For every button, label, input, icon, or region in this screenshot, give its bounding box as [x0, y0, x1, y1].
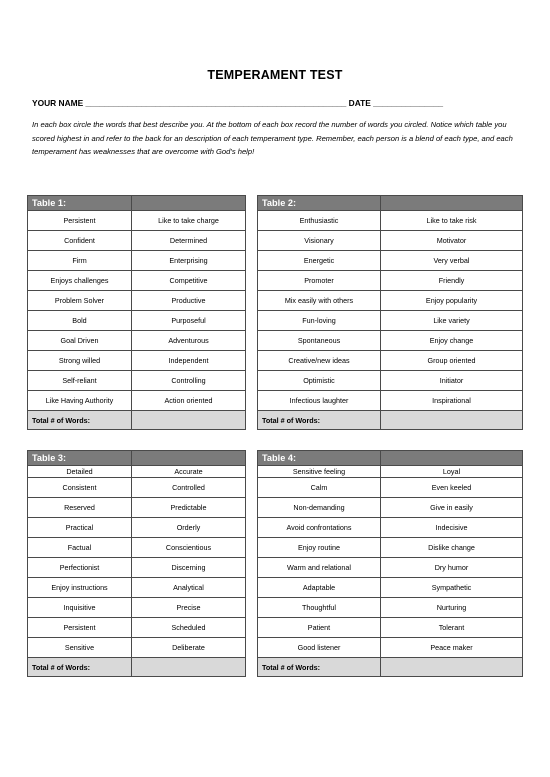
word-cell[interactable]: Thoughtful — [258, 598, 381, 618]
word-cell[interactable]: Inquisitive — [28, 598, 132, 618]
table-row — [258, 578, 523, 598]
word-cell[interactable]: Independent — [132, 351, 246, 371]
table-row — [28, 371, 246, 391]
table-title: Table 1: — [28, 196, 132, 211]
table-row — [28, 558, 246, 578]
table-row — [258, 518, 523, 538]
word-cell[interactable]: Enjoy popularity — [381, 291, 523, 311]
word-cell[interactable]: Initiator — [381, 371, 523, 391]
table-row — [28, 578, 246, 598]
table-row — [258, 498, 523, 518]
table-header — [28, 196, 246, 211]
table-row — [258, 271, 523, 291]
table-title: Table 2: — [258, 196, 381, 211]
table-row — [258, 311, 523, 331]
word-cell[interactable]: Non-demanding — [258, 498, 381, 518]
table-row — [258, 231, 523, 251]
word-cell[interactable]: Patient — [258, 618, 381, 638]
word-cell[interactable]: Scheduled — [132, 618, 246, 638]
table-row — [258, 618, 523, 638]
table-row — [28, 391, 246, 411]
total-label: Total # of Words: — [258, 411, 381, 430]
word-cell[interactable]: Competitive — [132, 271, 246, 291]
table-row — [28, 331, 246, 351]
name-date-line[interactable]: YOUR NAME ________________________________________________________ DATE _______________ — [32, 98, 444, 108]
table-header — [258, 196, 523, 211]
table-row — [258, 538, 523, 558]
word-cell[interactable]: Deliberate — [132, 638, 246, 658]
word-cell[interactable]: Predictable — [132, 498, 246, 518]
word-cell[interactable]: Detailed — [28, 466, 132, 478]
temperament-table-3 — [27, 450, 246, 677]
word-cell[interactable]: Orderly — [132, 518, 246, 538]
word-cell[interactable]: Firm — [28, 251, 132, 271]
word-cell[interactable]: Motivator — [381, 231, 523, 251]
word-cell[interactable]: Adventurous — [132, 331, 246, 351]
word-cell[interactable]: Self-reliant — [28, 371, 132, 391]
word-cell[interactable]: Visionary — [258, 231, 381, 251]
word-cell[interactable]: Like to take charge — [132, 211, 246, 231]
table-row — [28, 598, 246, 618]
total-label: Total # of Words: — [28, 411, 132, 430]
word-cell[interactable]: Controlled — [132, 478, 246, 498]
word-cell[interactable]: Enjoy change — [381, 331, 523, 351]
word-cell[interactable]: Sensitive feeling — [258, 466, 381, 478]
total-input-cell[interactable] — [381, 658, 523, 677]
word-cell[interactable]: Mix easily with others — [258, 291, 381, 311]
word-cell[interactable]: Energetic — [258, 251, 381, 271]
table-row — [258, 598, 523, 618]
word-cell[interactable]: Dislike change — [381, 538, 523, 558]
word-cell[interactable]: Persistent — [28, 211, 132, 231]
table-row — [258, 251, 523, 271]
word-cell[interactable]: Creative/new ideas — [258, 351, 381, 371]
table-row — [258, 478, 523, 498]
word-cell[interactable]: Precise — [132, 598, 246, 618]
temperament-table-2 — [257, 195, 523, 430]
total-label: Total # of Words: — [28, 658, 132, 677]
word-cell[interactable]: Bold — [28, 311, 132, 331]
page-title: TEMPERAMENT TEST — [207, 68, 343, 82]
table-row — [28, 638, 246, 658]
word-cell[interactable]: Calm — [258, 478, 381, 498]
table-header-blank — [132, 196, 246, 211]
word-cell[interactable]: Enjoy instructions — [28, 578, 132, 598]
table-row — [258, 211, 523, 231]
total-row — [28, 411, 246, 430]
word-cell[interactable]: Like Having Authority — [28, 391, 132, 411]
table-row — [28, 251, 246, 271]
table-row — [258, 371, 523, 391]
word-cell[interactable]: Confident — [28, 231, 132, 251]
word-cell[interactable]: Persistent — [28, 618, 132, 638]
table-row — [28, 231, 246, 251]
table-row — [258, 351, 523, 371]
table-row — [258, 331, 523, 351]
word-cell[interactable]: Warm and relational — [258, 558, 381, 578]
word-cell[interactable]: Peace maker — [381, 638, 523, 658]
table-header — [258, 451, 523, 466]
word-cell[interactable]: Inspirational — [381, 391, 523, 411]
word-cell[interactable]: Indecisive — [381, 518, 523, 538]
table-row — [28, 351, 246, 371]
table-row — [28, 466, 246, 478]
table-row — [28, 538, 246, 558]
table-row — [258, 558, 523, 578]
word-cell[interactable]: Factual — [28, 538, 132, 558]
word-cell[interactable]: Purposeful — [132, 311, 246, 331]
word-cell[interactable]: Fun-loving — [258, 311, 381, 331]
table-row — [28, 618, 246, 638]
word-cell[interactable]: Sympathetic — [381, 578, 523, 598]
word-cell[interactable]: Practical — [28, 518, 132, 538]
table-row — [258, 638, 523, 658]
word-cell[interactable]: Determined — [132, 231, 246, 251]
word-cell[interactable]: Dry humor — [381, 558, 523, 578]
word-cell[interactable]: Avoid confrontations — [258, 518, 381, 538]
word-cell[interactable]: Like to take risk — [381, 211, 523, 231]
word-cell[interactable]: Conscientious — [132, 538, 246, 558]
table-header-blank — [381, 451, 523, 466]
word-cell[interactable]: Strong willed — [28, 351, 132, 371]
table-row — [258, 291, 523, 311]
table-row — [28, 518, 246, 538]
word-cell[interactable]: Perfectionist — [28, 558, 132, 578]
word-cell[interactable]: Controlling — [132, 371, 246, 391]
word-cell[interactable]: Action oriented — [132, 391, 246, 411]
table-header-blank — [381, 196, 523, 211]
word-cell[interactable]: Sensitive — [28, 638, 132, 658]
total-input-cell[interactable] — [132, 658, 246, 677]
word-cell[interactable]: Like variety — [381, 311, 523, 331]
table-title: Table 4: — [258, 451, 381, 466]
total-row — [258, 658, 523, 677]
table-row — [28, 478, 246, 498]
table-header — [28, 451, 246, 466]
word-cell[interactable]: Good listener — [258, 638, 381, 658]
word-cell[interactable]: Friendly — [381, 271, 523, 291]
temperament-table-1 — [27, 195, 246, 430]
instructions: In each box circle the words that best describe you. At the bottom of each box record the number of words you circled. Notice which table you scored highest in and refer to the back for an description of each temperament type. Remember, each person is a blend of each type, and each temperament has weaknesses that are overcome with God's help! — [32, 120, 513, 157]
table-header-blank — [132, 451, 246, 466]
word-cell[interactable]: Enterprising — [132, 251, 246, 271]
word-cell[interactable]: Spontaneous — [258, 331, 381, 351]
word-cell[interactable]: Enthusiastic — [258, 211, 381, 231]
word-cell[interactable]: Discerning — [132, 558, 246, 578]
word-cell[interactable]: Loyal — [381, 466, 523, 478]
table-row — [28, 271, 246, 291]
table-row — [258, 391, 523, 411]
word-cell[interactable]: Adaptable — [258, 578, 381, 598]
word-cell[interactable]: Consistent — [28, 478, 132, 498]
word-cell[interactable]: Enjoy routine — [258, 538, 381, 558]
table-row — [28, 291, 246, 311]
word-cell[interactable]: Even keeled — [381, 478, 523, 498]
word-cell[interactable]: Reserved — [28, 498, 132, 518]
word-cell[interactable]: Problem Solver — [28, 291, 132, 311]
word-cell[interactable]: Infectious laughter — [258, 391, 381, 411]
total-input-cell[interactable] — [381, 411, 523, 430]
total-input-cell[interactable] — [132, 411, 246, 430]
word-cell[interactable]: Promoter — [258, 271, 381, 291]
table-title: Table 3: — [28, 451, 132, 466]
temperament-table-4 — [257, 450, 523, 677]
table-row — [28, 311, 246, 331]
total-row — [28, 658, 246, 677]
word-cell[interactable]: Nurturing — [381, 598, 523, 618]
table-row — [258, 466, 523, 478]
word-cell[interactable]: Analytical — [132, 578, 246, 598]
word-cell[interactable]: Very verbal — [381, 251, 523, 271]
table-row — [28, 498, 246, 518]
word-cell[interactable]: Group oriented — [381, 351, 523, 371]
word-cell[interactable]: Goal Driven — [28, 331, 132, 351]
word-cell[interactable]: Give in easily — [381, 498, 523, 518]
word-cell[interactable]: Productive — [132, 291, 246, 311]
total-row — [258, 411, 523, 430]
word-cell[interactable]: Accurate — [132, 466, 246, 478]
word-cell[interactable]: Tolerant — [381, 618, 523, 638]
word-cell[interactable]: Optimistic — [258, 371, 381, 391]
total-label: Total # of Words: — [258, 658, 381, 677]
word-cell[interactable]: Enjoys challenges — [28, 271, 132, 291]
table-row — [28, 211, 246, 231]
